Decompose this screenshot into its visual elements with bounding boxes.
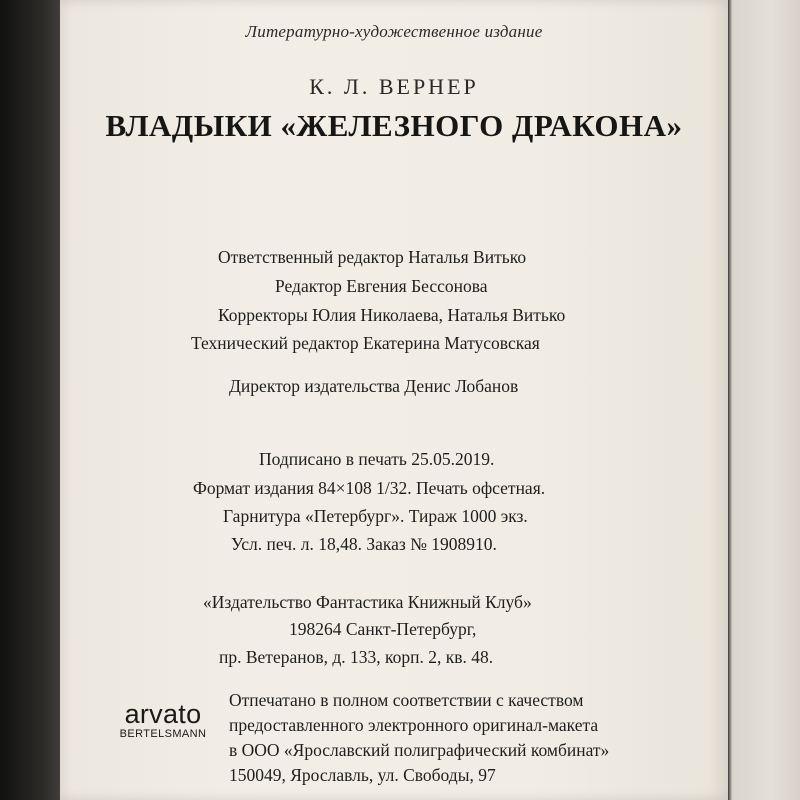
publisher-line-2: 198264 Санкт-Петербург,	[289, 619, 477, 639]
director-line: Директор издательства Денис Лобанов	[229, 376, 519, 396]
printer-line-3: в ООО «Ярославский полиграфический комбинат»	[229, 740, 610, 760]
print-line-3: Гарнитура «Петербург». Тираж 1000 экз.	[223, 506, 528, 526]
arvato-logo	[108, 700, 218, 740]
editor-line-4: Технический редактор Екатерина Матусовская	[191, 333, 540, 353]
editor-line-2: Редактор Евгения Бессонова	[275, 276, 488, 296]
book-title: ВЛАДЫКИ «ЖЕЛЕЗНОГО ДРАКОНА»	[105, 108, 683, 143]
logo-subtitle: BERTELSMANN	[119, 728, 207, 740]
editor-line-3: Корректоры Юлия Николаева, Наталья Витько	[218, 305, 566, 325]
printer-line-1: Отпечатано в полном соответствии с качеством	[229, 690, 584, 710]
logo-wordmark: arvato	[124, 699, 202, 729]
print-line-1: Подписано в печать 25.05.2019.	[259, 449, 495, 469]
printer-line-2: предоставленного электронного оригинал-макета	[229, 715, 599, 735]
publisher-line-1: «Издательство Фантастика Книжный Клуб»	[203, 592, 532, 612]
author-name: К. Л. ВЕРНЕР	[309, 74, 479, 99]
publisher-line-3: пр. Ветеранов, д. 133, корп. 2, кв. 48.	[219, 647, 494, 667]
book-gutter-shadow	[0, 0, 60, 800]
edition-type: Литературно-художественное издание	[245, 22, 543, 41]
print-line-4: Усл. печ. л. 18,48. Заказ № 1908910.	[231, 534, 497, 554]
printer-line-4: 150049, Ярославль, ул. Свободы, 97	[229, 765, 496, 785]
editor-line-1: Ответственный редактор Наталья Витько	[218, 247, 527, 267]
next-page-edge	[728, 0, 800, 800]
print-line-2: Формат издания 84×108 1/32. Печать офсетная.	[193, 478, 546, 498]
